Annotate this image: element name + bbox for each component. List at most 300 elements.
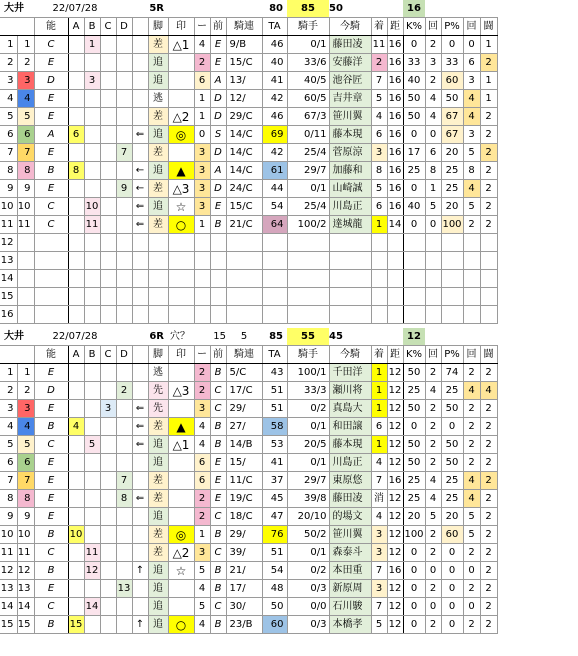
cell-k — [403, 306, 425, 324]
cell-kisyu — [287, 234, 329, 252]
cell-k: 50 — [403, 90, 425, 108]
cell-kyo: 16 — [387, 472, 403, 490]
cell-a — [68, 252, 84, 270]
cell-mae: E — [210, 198, 226, 216]
cell-kyaku: 差 — [148, 490, 168, 508]
cell-d — [116, 598, 132, 616]
cell-ta: 76 — [262, 526, 287, 544]
cell-arw — [132, 454, 148, 472]
cell-mae: E — [210, 490, 226, 508]
cell-kyo: 12 — [387, 598, 403, 616]
table-row — [0, 364, 497, 382]
cell-p — [441, 252, 463, 270]
column-header: 今騎 — [329, 346, 371, 364]
column-header: 騎連 — [226, 18, 262, 36]
cell-ren: 14/B — [226, 436, 262, 454]
cell-kai: 2 — [425, 72, 441, 90]
cell-nou: D — [34, 72, 68, 90]
cell-kai — [425, 306, 441, 324]
cell-kai2: 4 — [463, 472, 480, 490]
cell-kai2: 5 — [463, 198, 480, 216]
cell-arw: ⇐ — [132, 216, 148, 234]
cell-b — [84, 400, 100, 418]
cell-ren: 29/C — [226, 108, 262, 126]
cell-a — [68, 580, 84, 598]
cell-g: 8 — [17, 490, 34, 508]
spacer — [425, 328, 497, 346]
cell-a — [68, 400, 84, 418]
cell-k: 0 — [403, 126, 425, 144]
cell-kai2: 2 — [463, 436, 480, 454]
cell-mae: D — [210, 90, 226, 108]
cell-kisyu: 33/3 — [287, 382, 329, 400]
cell-a — [68, 234, 84, 252]
cell-mae: C — [210, 382, 226, 400]
cell-mae: D — [210, 180, 226, 198]
cell-d — [116, 198, 132, 216]
table-row — [0, 454, 497, 472]
cell-ren: 14/C — [226, 162, 262, 180]
cell-a — [68, 270, 84, 288]
cell-c — [100, 198, 116, 216]
cell-d — [116, 72, 132, 90]
cell-dash: 6 — [194, 472, 210, 490]
cell-b: 12 — [84, 562, 100, 580]
cell-nou: C — [34, 198, 68, 216]
cell-p: 25 — [441, 180, 463, 198]
cell-chaku: 3 — [371, 544, 387, 562]
cell-k — [403, 288, 425, 306]
column-header: ー — [194, 18, 210, 36]
column-header: 脚 — [148, 18, 168, 36]
cell-p — [441, 270, 463, 288]
cell-mae — [210, 252, 226, 270]
cell-ta: 46 — [262, 36, 287, 54]
cell-jockey — [329, 234, 371, 252]
top-value-5: 16 — [403, 0, 425, 18]
cell-mark: △1 — [168, 36, 194, 54]
cell-c — [100, 508, 116, 526]
cell-arw — [132, 234, 148, 252]
cell-b — [84, 472, 100, 490]
cell-mark: ☆ — [168, 562, 194, 580]
cell-kai: 2 — [425, 36, 441, 54]
cell-g: 10 — [17, 526, 34, 544]
cell-a: 4 — [68, 418, 84, 436]
cell-a — [68, 598, 84, 616]
cell-kyo: 12 — [387, 580, 403, 598]
column-header: B — [84, 346, 100, 364]
cell-b — [84, 54, 100, 72]
spacer — [371, 0, 403, 18]
cell-dash: 4 — [194, 418, 210, 436]
cell-b — [84, 270, 100, 288]
cell-a — [68, 454, 84, 472]
cell-kisyu: 20/5 — [287, 436, 329, 454]
column-header: 闘 — [480, 18, 497, 36]
cell-chaku: 7 — [371, 472, 387, 490]
table-row — [0, 436, 497, 454]
cell-c — [100, 144, 116, 162]
cell-mark: △2 — [168, 544, 194, 562]
cell-b — [84, 382, 100, 400]
cell-jockey: 川島正 — [329, 454, 371, 472]
cell-arw: ⇐ — [132, 436, 148, 454]
column-header: 回 — [425, 18, 441, 36]
cell-g: 15 — [17, 616, 34, 634]
cell-jockey — [329, 252, 371, 270]
venue-name: 大井 — [0, 328, 34, 346]
cell-mark — [168, 472, 194, 490]
cell-b — [84, 508, 100, 526]
column-header: TA — [262, 346, 287, 364]
cell-c — [100, 616, 116, 634]
cell-mark: ☆ — [168, 198, 194, 216]
cell-d: 13 — [116, 580, 132, 598]
cell-p: 50 — [441, 436, 463, 454]
cell-ta: 47 — [262, 508, 287, 526]
cell-kyo: 12 — [387, 364, 403, 382]
cell-mae: C — [210, 544, 226, 562]
cell-p: 0 — [441, 544, 463, 562]
cell-c — [100, 162, 116, 180]
cell-jockey: 森泰斗 — [329, 544, 371, 562]
cell-p: 0 — [441, 580, 463, 598]
cell-jockey: 山崎誠 — [329, 180, 371, 198]
table-row — [0, 490, 497, 508]
cell-a — [68, 198, 84, 216]
cell-mark: ○ — [168, 616, 194, 634]
cell-kyo: 16 — [387, 144, 403, 162]
cell-ren: 15/ — [226, 454, 262, 472]
cell-k — [403, 234, 425, 252]
cell-kyo: 16 — [387, 562, 403, 580]
table-row — [0, 598, 497, 616]
cell-kyaku: 逃 — [148, 364, 168, 382]
cell-jockey: 川島正 — [329, 198, 371, 216]
cell-c — [100, 108, 116, 126]
cell-kyo: 12 — [387, 382, 403, 400]
cell-n: 12 — [0, 234, 17, 252]
cell-kai: 4 — [425, 490, 441, 508]
cell-kyaku: 追 — [148, 580, 168, 598]
cell-to: 2 — [480, 216, 497, 234]
cell-a — [68, 472, 84, 490]
cell-k: 20 — [403, 508, 425, 526]
cell-ta: 48 — [262, 580, 287, 598]
cell-nou: B — [34, 562, 68, 580]
cell-d — [116, 544, 132, 562]
cell-mark — [168, 144, 194, 162]
cell-k: 50 — [403, 436, 425, 454]
cell-arw — [132, 364, 148, 382]
cell-kisyu: 0/11 — [287, 126, 329, 144]
cell-g — [17, 306, 34, 324]
cell-to: 2 — [480, 144, 497, 162]
cell-kai: 4 — [425, 90, 441, 108]
cell-ren: 30/ — [226, 598, 262, 616]
cell-kyo: 16 — [387, 54, 403, 72]
cell-g: 6 — [17, 454, 34, 472]
cell-to: 2 — [480, 108, 497, 126]
cell-kai: 5 — [425, 508, 441, 526]
cell-c — [100, 364, 116, 382]
cell-kai: 2 — [425, 418, 441, 436]
cell-chaku — [371, 306, 387, 324]
table-row — [0, 526, 497, 544]
cell-nou: B — [34, 418, 68, 436]
cell-dash: 3 — [194, 400, 210, 418]
cell-n: 3 — [0, 72, 17, 90]
column-header: 距 — [387, 18, 403, 36]
table-row — [0, 108, 497, 126]
cell-jockey: 東原悠 — [329, 472, 371, 490]
cell-g: 13 — [17, 580, 34, 598]
cell-n: 11 — [0, 544, 17, 562]
cell-a — [68, 306, 84, 324]
cell-c — [100, 454, 116, 472]
cell-ren: 39/ — [226, 544, 262, 562]
column-header: P% — [441, 346, 463, 364]
cell-to: 2 — [480, 454, 497, 472]
cell-kyaku — [148, 306, 168, 324]
cell-arw — [132, 526, 148, 544]
cell-kyo: 12 — [387, 616, 403, 634]
table-row — [0, 508, 497, 526]
cell-arw: ← — [132, 180, 148, 198]
cell-d — [116, 454, 132, 472]
cell-c — [100, 180, 116, 198]
cell-c — [100, 490, 116, 508]
cell-mae — [210, 234, 226, 252]
cell-mae: B — [210, 418, 226, 436]
cell-k: 0 — [403, 562, 425, 580]
cell-c — [100, 36, 116, 54]
cell-jockey: 千田洋 — [329, 364, 371, 382]
column-header: B — [84, 18, 100, 36]
cell-kisyu: 29/7 — [287, 162, 329, 180]
cell-kisyu: 100/1 — [287, 364, 329, 382]
cell-arw: ↑ — [132, 562, 148, 580]
cell-d: 2 — [116, 382, 132, 400]
cell-g: 12 — [17, 562, 34, 580]
column-header: A — [68, 346, 84, 364]
cell-a — [68, 562, 84, 580]
cell-p: 33 — [441, 54, 463, 72]
cell-ren — [226, 234, 262, 252]
cell-g — [17, 234, 34, 252]
cell-d: 9 — [116, 180, 132, 198]
cell-mark: ◎ — [168, 126, 194, 144]
column-header: 騎手 — [287, 18, 329, 36]
venue-name: 大井 — [0, 0, 34, 18]
cell-mark — [168, 72, 194, 90]
cell-nou: B — [34, 526, 68, 544]
cell-mae: D — [210, 144, 226, 162]
cell-jockey: 笹川翼 — [329, 526, 371, 544]
cell-n: 5 — [0, 108, 17, 126]
cell-ta: 58 — [262, 418, 287, 436]
cell-kyaku: 先 — [148, 382, 168, 400]
cell-kyaku: 差 — [148, 544, 168, 562]
cell-kai: 0 — [425, 598, 441, 616]
cell-g: 14 — [17, 598, 34, 616]
cell-dash — [194, 270, 210, 288]
cell-chaku: 7 — [371, 562, 387, 580]
cell-g: 7 — [17, 144, 34, 162]
cell-kai2: 4 — [463, 180, 480, 198]
cell-d — [116, 418, 132, 436]
cell-nou: B — [34, 162, 68, 180]
cell-mae: B — [210, 436, 226, 454]
column-header: C — [100, 18, 116, 36]
cell-nou: E — [34, 472, 68, 490]
cell-kyo: 16 — [387, 90, 403, 108]
column-header: 脚 — [148, 346, 168, 364]
column-header: 印 — [168, 18, 194, 36]
cell-mae — [210, 270, 226, 288]
cell-d — [116, 616, 132, 634]
cell-ren: 11/C — [226, 472, 262, 490]
cell-p: 67 — [441, 108, 463, 126]
cell-d — [116, 270, 132, 288]
cell-g: 3 — [17, 400, 34, 418]
cell-jockey — [329, 306, 371, 324]
cell-g: 1 — [17, 364, 34, 382]
cell-dash: 2 — [194, 54, 210, 72]
top-value-1b: 5 — [226, 328, 262, 346]
cell-g: 6 — [17, 126, 34, 144]
cell-nou: E — [34, 364, 68, 382]
cell-dash: 5 — [194, 598, 210, 616]
cell-c — [100, 418, 116, 436]
cell-kai: 4 — [425, 382, 441, 400]
cell-p: 25 — [441, 162, 463, 180]
cell-nou — [34, 288, 68, 306]
cell-mae: E — [210, 472, 226, 490]
cell-jockey: 本田重 — [329, 562, 371, 580]
cell-jockey: 新原周 — [329, 580, 371, 598]
cell-p: 60 — [441, 526, 463, 544]
top-value-5: 12 — [403, 328, 425, 346]
cell-chaku — [371, 288, 387, 306]
cell-chaku: 7 — [371, 598, 387, 616]
cell-p — [441, 306, 463, 324]
cell-ta: 64 — [262, 216, 287, 234]
cell-n: 13 — [0, 580, 17, 598]
cell-n: 1 — [0, 364, 17, 382]
cell-n: 9 — [0, 180, 17, 198]
cell-kai2: 2 — [463, 454, 480, 472]
cell-ren — [226, 252, 262, 270]
cell-nou: C — [34, 544, 68, 562]
cell-kisyu: 0/3 — [287, 616, 329, 634]
cell-c — [100, 216, 116, 234]
table-row — [0, 472, 497, 490]
cell-mae: C — [210, 400, 226, 418]
cell-to: 2 — [480, 418, 497, 436]
cell-d — [116, 562, 132, 580]
cell-g: 2 — [17, 54, 34, 72]
cell-mae: B — [210, 580, 226, 598]
cell-p: 74 — [441, 364, 463, 382]
cell-b — [84, 454, 100, 472]
cell-kyaku: 追 — [148, 72, 168, 90]
cell-kyo: 12 — [387, 400, 403, 418]
cell-nou — [34, 270, 68, 288]
cell-a — [68, 382, 84, 400]
cell-to — [480, 288, 497, 306]
cell-kyaku: 先 — [148, 400, 168, 418]
column-header: TA — [262, 18, 287, 36]
cell-arw — [132, 252, 148, 270]
cell-ren: 14/C — [226, 144, 262, 162]
cell-arw: ← — [132, 162, 148, 180]
cell-nou — [34, 252, 68, 270]
cell-kyo — [387, 306, 403, 324]
cell-kyaku: 追 — [148, 198, 168, 216]
cell-ta: 42 — [262, 144, 287, 162]
cell-b: 1 — [84, 36, 100, 54]
cell-kisyu: 0/1 — [287, 418, 329, 436]
cell-dash: 5 — [194, 562, 210, 580]
cell-d — [116, 234, 132, 252]
cell-c — [100, 436, 116, 454]
cell-mark — [168, 490, 194, 508]
cell-kai2 — [463, 270, 480, 288]
cell-ta: 61 — [262, 162, 287, 180]
cell-k: 0 — [403, 580, 425, 598]
cell-mark — [168, 54, 194, 72]
cell-kyaku: 差 — [148, 472, 168, 490]
cell-arw — [132, 54, 148, 72]
cell-mark — [168, 252, 194, 270]
cell-kai: 1 — [425, 180, 441, 198]
cell-b: 11 — [84, 216, 100, 234]
top-value-3: 55 — [287, 328, 329, 346]
cell-a — [68, 90, 84, 108]
cell-mark — [168, 364, 194, 382]
cell-p: 0 — [441, 598, 463, 616]
cell-b — [84, 162, 100, 180]
cell-kai2: 0 — [463, 562, 480, 580]
cell-b: 10 — [84, 198, 100, 216]
cell-kisyu: 25/4 — [287, 198, 329, 216]
cell-kyaku: 追 — [148, 616, 168, 634]
cell-g: 5 — [17, 108, 34, 126]
cell-nou — [34, 306, 68, 324]
cell-arw — [132, 108, 148, 126]
cell-kyo: 12 — [387, 418, 403, 436]
cell-dash: 6 — [194, 454, 210, 472]
cell-dash: 2 — [194, 364, 210, 382]
table-row — [0, 144, 497, 162]
cell-dash: 3 — [194, 198, 210, 216]
cell-n: 8 — [0, 490, 17, 508]
cell-mark — [168, 288, 194, 306]
cell-k: 0 — [403, 36, 425, 54]
cell-c — [100, 288, 116, 306]
table-row — [0, 616, 497, 634]
cell-kai2: 4 — [463, 90, 480, 108]
cell-kai: 0 — [425, 126, 441, 144]
column-header: 騎連 — [226, 346, 262, 364]
cell-to: 2 — [480, 364, 497, 382]
cell-kai2: 3 — [463, 126, 480, 144]
cell-n: 8 — [0, 162, 17, 180]
cell-dash — [194, 252, 210, 270]
cell-chaku — [371, 234, 387, 252]
